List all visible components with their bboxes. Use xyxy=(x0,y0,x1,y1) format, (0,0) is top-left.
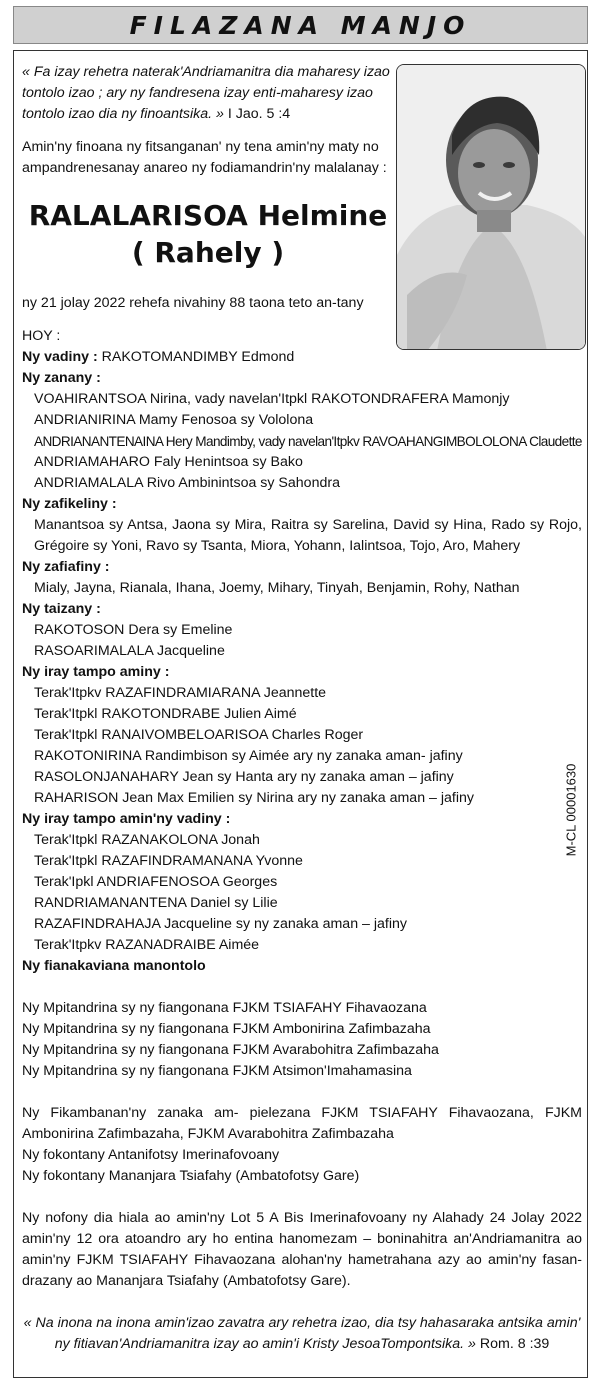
closing-text: « Na inona na inona amin'izao zavatra ary rehetra izao, dia tsy hahasaraka antsika amin' ny fitiavan'Andriamanitra izay ao amin'i Kristy JesoaTompontsika. » xyxy=(23,1315,581,1352)
mpitandrina-line: Ny Mpitandrina sy ny fiangonana FJKM Avarabohitra Zafimbazaha xyxy=(22,1042,439,1058)
reference-code-text: M-CL 00001630 xyxy=(563,763,579,857)
vadiny-value: RAKOTOMANDIMBY Edmond xyxy=(101,349,295,365)
death-line: ny 21 jolay 2022 rehefa nivahiny 88 taona teto an-tany xyxy=(22,295,364,311)
iray-tampo-vadiny-line: Terak'Itpkl RAZAFINDRAMANANA Yvonne xyxy=(34,853,303,869)
closing-ref: Rom. 8 :39 xyxy=(475,1336,550,1352)
iray-tampo-line: Terak'Itpkl RANAIVOMBELOARISOA Charles Roger xyxy=(34,727,364,743)
iray-tampo-vadiny-label: Ny iray tampo amin'ny vadiny : xyxy=(22,811,231,827)
fokontany-line: Ny fokontany Antanifotsy Imerinafovoany xyxy=(22,1147,280,1163)
notice-body xyxy=(22,62,582,1355)
reference-code xyxy=(561,760,581,860)
mpitandrina-line: Ny Mpitandrina sy ny fiangonana FJKM Atsimon'Imahamasina xyxy=(22,1063,412,1079)
zafikeliny-text: Manantsoa sy Antsa, Jaona sy Mira, Raitra sy Sarelina, David sy Hina, Rado sy Rojo, Grégoire sy Yoni, Ravo sy Tsanta, Miora, Yohann, Ialintsoa, Tojo, Aro, Mahery xyxy=(34,517,582,554)
mpitandrina-line: Ny Mpitandrina sy ny fiangonana FJKM Ambonirina Zafimbazaha xyxy=(22,1021,431,1037)
iray-tampo-line: Terak'Itpkl RAKOTONDRABE Julien Aimé xyxy=(34,706,297,722)
zanany-line: VOAHIRANTSOA Nirina, vady navelan'Itpkl RAKOTONDRAFERA Mamonjy xyxy=(34,391,510,407)
zanany-line: ANDRIANIRINA Mamy Fenosoa sy Vololona xyxy=(34,412,314,428)
iray-tampo-line: Terak'Itpkv RAZAFINDRAMIARANA Jeannette xyxy=(34,685,327,701)
iray-tampo-line: RASOLONJANAHARY Jean sy Hanta ary ny zanaka aman – jafiny xyxy=(34,769,454,785)
iray-tampo-vadiny-line: RANDRIAMANANTENA Daniel sy Lilie xyxy=(34,895,278,911)
hoy-label: HOY : xyxy=(22,328,61,344)
closing-quote xyxy=(22,1313,582,1355)
funeral-text: Ny nofony dia hiala ao amin'ny Lot 5 A Bis Imerinafovoany ny Alahady 24 Jolay 2022 amin'ny 12 ora atoandro ary ho entina hanomezam – boninahitra an'Andriamanitra ao amin'ny FJKM TSIAFAHY Fihavaozana alohan'ny hametrahana azy ao amin'ny fasan-drazany ao Mananjara Tsiafahy (Ambatofotsy Gare). xyxy=(22,1210,582,1289)
iray-tampo-vadiny-line: Terak'Itpkv RAZANADRAIBE Aimée xyxy=(34,937,260,953)
iray-tampo-label: Ny iray tampo aminy : xyxy=(22,664,170,680)
fianakaviana-label: Ny fianakaviana manontolo xyxy=(22,958,206,974)
zanany-line: ANDRIAMAHARO Faly Henintsoa sy Bako xyxy=(34,454,303,470)
zafiafiny-text: Mialy, Jayna, Rianala, Ihana, Joemy, Mihary, Tinyah, Benjamin, Rohy, Nathan xyxy=(34,580,520,596)
taizany-label: Ny taizany : xyxy=(22,601,101,617)
epigraph xyxy=(22,62,394,125)
vadiny-row xyxy=(22,347,582,368)
deceased-alias: ( Rahely ) xyxy=(131,236,285,269)
epigraph-text: « Fa izay rehetra naterak'Andriamanitra dia maharesy izao tontolo izao ; ary ny fandresena izay enti-maharesy izao tontolo izao dia ny finoantsika. » xyxy=(22,64,390,122)
zanany-line: ANDRIAMALALA Rivo Ambinintsoa sy Sahondra xyxy=(34,475,340,491)
deceased-name: RALALARISOA Helmine xyxy=(28,199,388,232)
epigraph-ref: I Jao. 5 :4 xyxy=(223,106,291,122)
iray-tampo-line: RAHARISON Jean Max Emilien sy Nirina ary ny zanaka aman – jafiny xyxy=(34,790,474,806)
zanany-label: Ny zanany : xyxy=(22,370,101,386)
fikambanana-text: Ny Fikambanan'ny zanaka am- pielezana FJKM TSIAFAHY Fihavaozana, FJKM Ambonirina Zafimbazaha, FJKM Avarabohitra Zafimbazaha xyxy=(22,1105,582,1142)
zanany-line: ANDRIANANTENAINA Hery Mandimby, vady navelan'Itpkv RAVOAHANGIMBOLOLONA Claudette xyxy=(34,434,582,449)
taizany-line: RASOARIMALALA Jacqueline xyxy=(34,643,225,659)
header-banner xyxy=(13,6,588,44)
iray-tampo-vadiny-line: RAZAFINDRAHAJA Jacqueline sy ny zanaka aman – jafiny xyxy=(34,916,407,932)
intro-text: Amin'ny finoana ny fitsanganan' ny tena amin'ny maty no ampandrenesanay anareo ny fodiamandrin'ny malalanay : xyxy=(22,139,387,176)
mpitandrina-list xyxy=(22,998,582,1082)
fokontany-line: Ny fokontany Mananjara Tsiafahy (Ambatofotsy Gare) xyxy=(22,1168,360,1184)
zafikeliny-label: Ny zafikeliny : xyxy=(22,496,117,512)
iray-tampo-vadiny-line: Terak'Ipkl ANDRIAFENOSOA Georges xyxy=(34,874,278,890)
zafiafiny-label: Ny zafiafiny : xyxy=(22,559,110,575)
header-title: FILAZANA MANJO xyxy=(129,10,472,40)
taizany-line: RAKOTOSON Dera sy Emeline xyxy=(34,622,233,638)
mpitandrina-line: Ny Mpitandrina sy ny fiangonana FJKM TSIAFAHY Fihavaozana xyxy=(22,1000,427,1016)
iray-tampo-line: RAKOTONIRINA Randimbison sy Aimée ary ny zanaka aman- jafiny xyxy=(34,748,463,764)
iray-tampo-vadiny-line: Terak'Itpkl RAZANAKOLONA Jonah xyxy=(34,832,260,848)
vadiny-label: Ny vadiny : xyxy=(22,349,102,365)
